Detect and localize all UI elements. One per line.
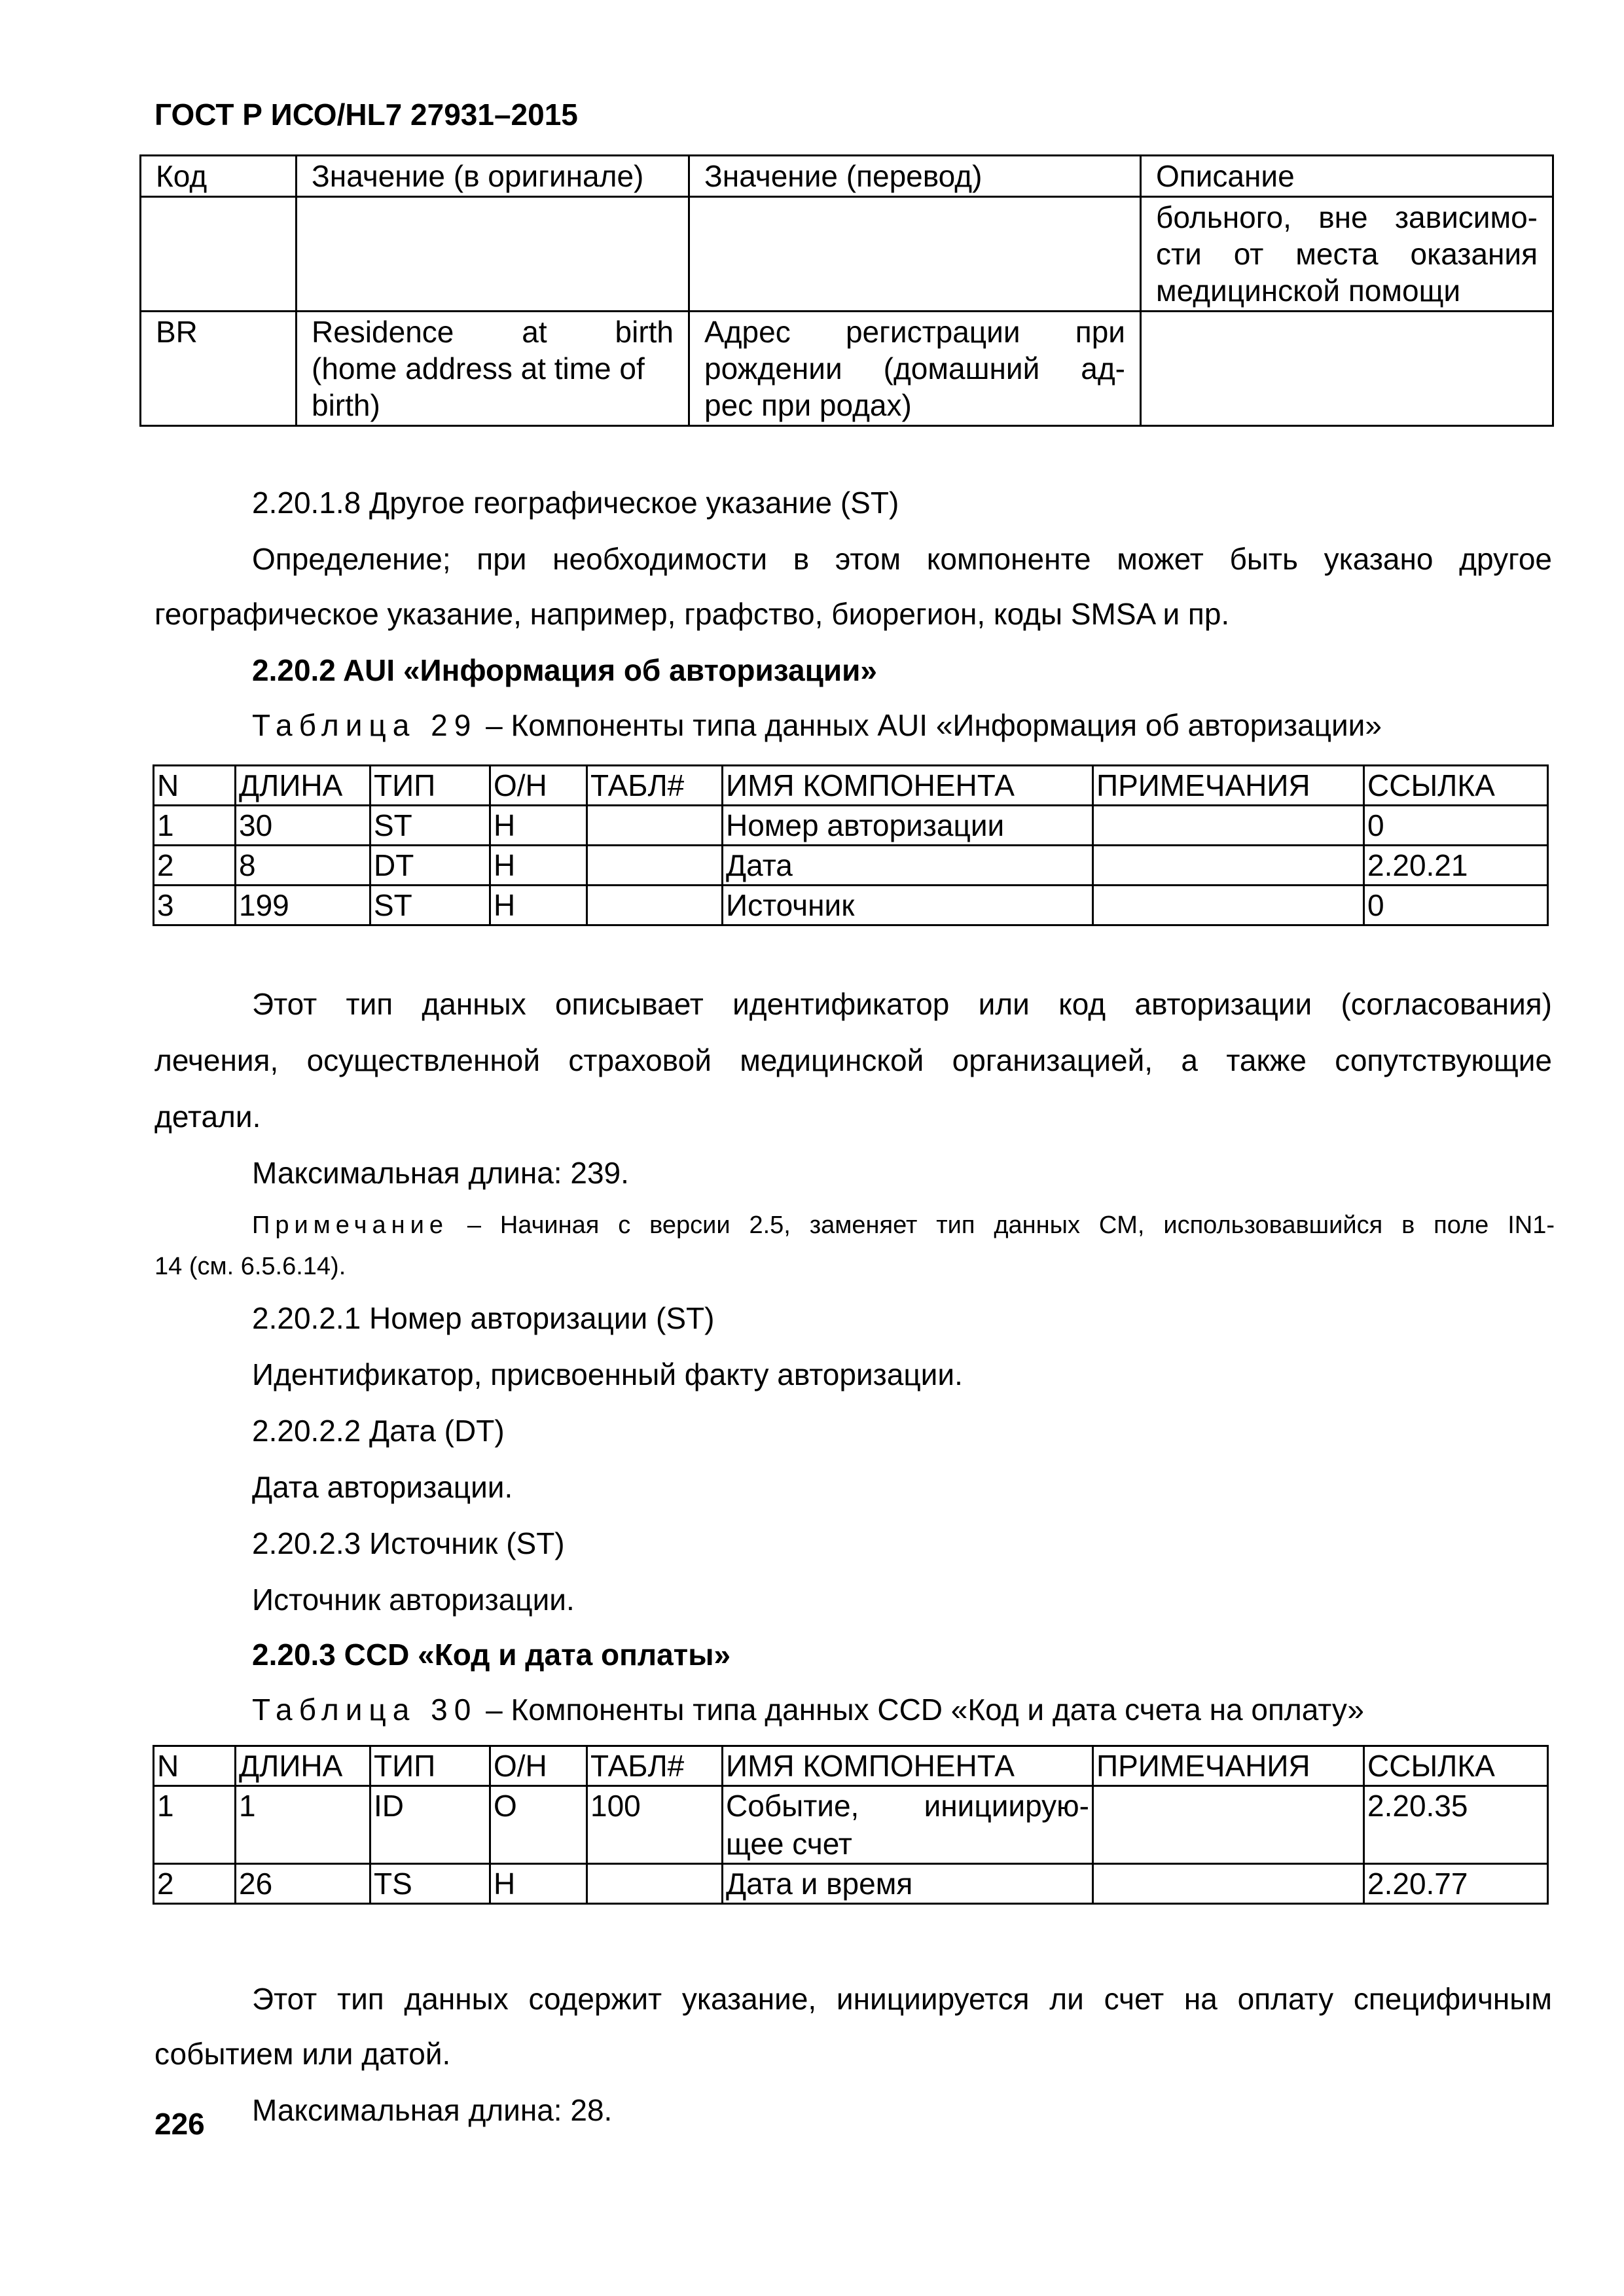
paragraph: Этот тип данных описывает идентификатор или код авторизации (согласования) (252, 987, 1552, 1021)
table-cell: 2.20.21 (1364, 846, 1548, 886)
document-header: ГОСТ Р ИСО/HL7 27931–2015 (154, 98, 578, 132)
table-cell: Дата и время (723, 1864, 1093, 1904)
table-cell: 2 (154, 1864, 236, 1904)
description-cell (1141, 312, 1553, 426)
table-cell: 3 (154, 886, 236, 925)
table-cell: 0 (1364, 806, 1548, 846)
table-cell: 2 (154, 846, 236, 886)
paragraph: событием или датой. (154, 2037, 451, 2071)
table-cell: Н (490, 1864, 587, 1904)
page-number: 226 (154, 2107, 205, 2141)
table-cell: 100 (587, 1786, 723, 1864)
table-cell (1093, 886, 1364, 925)
code-table-header-row (141, 156, 1553, 197)
note: 14 (см. 6.5.6.14). (154, 1253, 346, 1280)
table-cell: 26 (236, 1864, 370, 1904)
paragraph: Идентификатор, присвоенный факту авторизации. (252, 1357, 963, 1391)
table-cell: 2.20.35 (1364, 1786, 1548, 1864)
paragraph: Максимальная длина: 28. (252, 2093, 613, 2127)
paragraph: географическое указание, например, графство, биорегион, коды SMSA и пр. (154, 597, 1230, 631)
translated-value-header: Значение (перевод) (689, 156, 1141, 197)
table-cell: ID (370, 1786, 490, 1864)
table-cell (1093, 1864, 1364, 1904)
description-header: Описание (1141, 156, 1553, 197)
table-cell (1093, 846, 1364, 886)
paragraph: Дата авторизации. (252, 1470, 513, 1504)
section-heading: 2.20.2.2 Дата (DT) (252, 1414, 505, 1448)
table-cell: Н (490, 806, 587, 846)
table-cell: Источник (723, 886, 1093, 925)
table-cell: 0 (1364, 886, 1548, 925)
table-caption: Таблица 30 – Компоненты типа данных CCD «Код и дата счета на оплату» (252, 1693, 1364, 1727)
table-row (154, 886, 1548, 925)
table-cell: 1 (154, 806, 236, 846)
paragraph: детали. (154, 1100, 261, 1134)
paragraph: Этот тип данных содержит указание, инициируется ли счет на оплату специфичным (252, 1982, 1552, 2016)
table-cell: О (490, 1786, 587, 1864)
table-cell: 8 (236, 846, 370, 886)
note: Примечание – Начиная с версии 2.5, заменяет тип данных CM, использовавшийся в поле IN1- (252, 1211, 1555, 1239)
table-cell: 30 (236, 806, 370, 846)
table-cell: Н (490, 886, 587, 925)
table-cell: 1 (154, 1786, 236, 1864)
table-row (154, 1864, 1548, 1904)
original-value-header: Значение (в оригинале) (297, 156, 689, 197)
section-heading: 2.20.2.3 Источник (ST) (252, 1526, 565, 1560)
table-cell (1093, 806, 1364, 846)
code-header: Код (141, 156, 297, 197)
ccd-components-table (153, 1745, 1549, 1905)
table-cell (1093, 1786, 1364, 1864)
table-cell: Событие, инициирую- щее счет (723, 1786, 1093, 1864)
table-cell: TS (370, 1864, 490, 1904)
table-header-row: N ДЛИНА ТИП О/Н ТАБЛ# ИМЯ КОМПОНЕНТА ПРИМЕЧАНИЯ ССЫЛКА (154, 1746, 1548, 1786)
paragraph: Определение; при необходимости в этом компоненте может быть указано другое (252, 542, 1552, 576)
section-heading: 2.20.3 CCD «Код и дата оплаты» (252, 1638, 731, 1672)
table-row (154, 1786, 1548, 1864)
code-cell: BR (141, 312, 297, 426)
table-cell: Номер авторизации (723, 806, 1093, 846)
section-heading: 2.20.1.8 Другое географическое указание (ST) (252, 486, 899, 520)
aui-components-table (153, 764, 1549, 926)
table-cell: ST (370, 806, 490, 846)
table-cell: 2.20.77 (1364, 1864, 1548, 1904)
translated-value-cell: Адрес регистрации при рождении (домашний ад- рес при родах) (689, 312, 1141, 426)
table-cell (587, 886, 723, 925)
original-value-cell: Residence at birth (home address at time of birth) (297, 312, 689, 426)
table-caption: Таблица 29 – Компоненты типа данных AUI «Информация об авторизации» (252, 708, 1382, 742)
table-cell: ST (370, 886, 490, 925)
paragraph: Максимальная длина: 239. (252, 1156, 629, 1190)
table-cell: Н (490, 846, 587, 886)
section-heading: 2.20.2 AUI «Информация об авторизации» (252, 653, 878, 687)
paragraph: лечения, осуществленной страховой медицинской организацией, а также сопутствующие (154, 1043, 1552, 1077)
paragraph: Источник авторизации. (252, 1583, 575, 1617)
description-cell: больного, вне зависимо- сти от места оказания медицинской помощи (1141, 197, 1553, 312)
table-cell: Дата (723, 846, 1093, 886)
section-heading: 2.20.2.1 Номер авторизации (ST) (252, 1301, 715, 1335)
table-cell: 199 (236, 886, 370, 925)
code-table (139, 154, 1554, 427)
table-cell (587, 1864, 723, 1904)
table-row (154, 806, 1548, 846)
table-cell (587, 806, 723, 846)
table-cell: 1 (236, 1786, 370, 1864)
table-cell (587, 846, 723, 886)
table-header-row: N ДЛИНА ТИП О/Н ТАБЛ# ИМЯ КОМПОНЕНТА ПРИМЕЧАНИЯ ССЫЛКА (154, 766, 1548, 806)
table-row (154, 846, 1548, 886)
table-row (141, 312, 1553, 426)
table-row (141, 197, 1553, 312)
table-cell: DT (370, 846, 490, 886)
